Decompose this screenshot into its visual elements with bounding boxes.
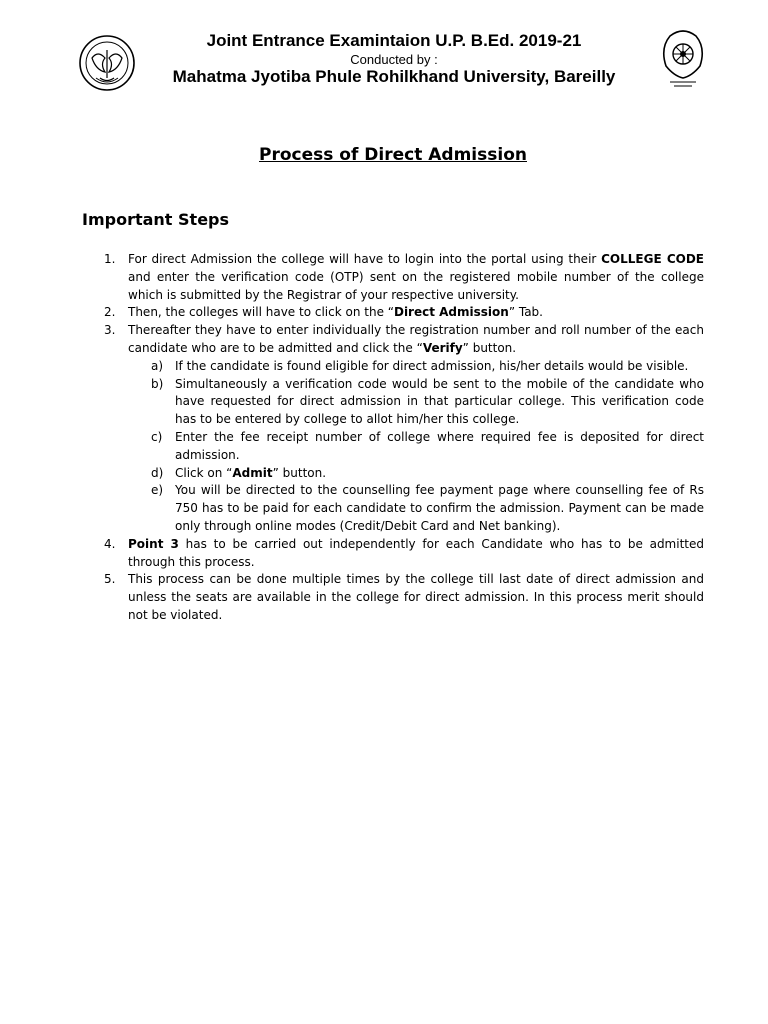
list-item (82, 376, 704, 429)
step-emphasis: Point 3 (128, 536, 179, 551)
step-text: Then, the colleges will have to click on the “ (128, 305, 394, 320)
list-item (82, 571, 704, 624)
university-logo-icon (656, 26, 710, 106)
list-item (82, 429, 704, 465)
step-text: ” Tab. (508, 305, 543, 320)
document-header (0, 0, 768, 110)
step-text: For direct Admission the college will have to login into the portal using their (128, 252, 602, 266)
step-emphasis: Direct Admission (393, 305, 509, 320)
substep-text: ” button. (272, 465, 327, 480)
step-number: 3. (104, 323, 116, 338)
steps-list (82, 251, 704, 625)
substep-text: Click on “ (175, 465, 233, 480)
step-number: 1. (104, 252, 116, 266)
substep-text: If the candidate is found eligible for direct admission, his/her details would be visible. (175, 358, 689, 373)
step-number: 5. (104, 572, 116, 587)
step-text: This process can be done multiple times by the college till last date of direct admission and unless the seats are available in the college for direct admission. In this process merit should not be violated. (128, 572, 704, 622)
substep-letter: a) (151, 358, 164, 373)
exam-title: Joint Entrance Examintaion U.P. B.Ed. 2019-21 (206, 31, 582, 50)
substep-letter: e) (151, 483, 164, 498)
step-number: 2. (104, 305, 116, 320)
list-item (82, 322, 704, 358)
step-text: Thereafter they have to enter individually the registration number and roll number of the each candidate who are to be admitted and click the “ (128, 323, 704, 355)
university-name: Mahatma Jyotiba Phule Rohilkhand University, Bareilly (172, 67, 616, 86)
document-title: Process of Direct Admission (259, 145, 527, 165)
section-heading: Important Steps (82, 210, 230, 229)
substep-letter: c) (151, 429, 163, 444)
substep-letter: b) (151, 376, 164, 391)
list-item (82, 482, 704, 535)
substep-text: You will be directed to the counselling fee payment page where counselling fee of Rs 750 has to be paid for each candidate to confirm the admission. Payment can be made only through online modes (Credit/Debit Card and Net banking). (175, 483, 704, 533)
list-item (82, 358, 704, 376)
list-item (82, 465, 704, 483)
list-item (82, 536, 704, 572)
step-text: has to be carried out independently for each Candidate who has to be admitted through this process. (128, 536, 704, 569)
step-text: and enter the verification code (OTP) sent on the registered mobile number of the college which is submitted by the Registrar of your respective university. (128, 269, 704, 302)
list-item (82, 251, 704, 304)
conducted-by-label: Conducted by : (350, 52, 438, 67)
substep-text: Simultaneously a verification code would be sent to the mobile of the candidate who have requested for direct admission in that particular college. This verification code has to be entered by college to allot him/her this college. (175, 376, 704, 427)
list-item (82, 304, 704, 322)
step-number: 4. (104, 536, 116, 551)
substep-letter: d) (151, 465, 164, 480)
substep-text: Enter the fee receipt number of college where required fee is deposited for direct admission. (175, 429, 704, 462)
substep-emphasis: Admit (232, 465, 273, 480)
step-text: ” button. (462, 340, 517, 355)
step-emphasis: Verify (422, 340, 463, 355)
step-emphasis: COLLEGE CODE (601, 252, 704, 266)
